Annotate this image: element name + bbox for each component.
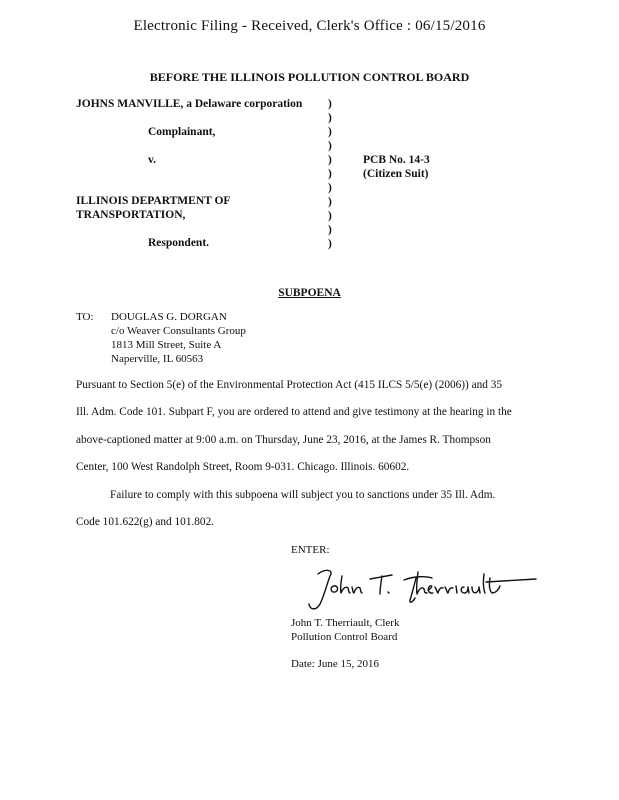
- case-type: (Citizen Suit): [363, 168, 429, 180]
- recipient-line4: Naperville, IL 60563: [111, 353, 204, 365]
- recipient-name: DOUGLAS G. DORGAN: [111, 311, 227, 323]
- filing-stamp: Electronic Filing - Received, Clerk's Office : 06/15/2016: [133, 18, 486, 34]
- signature-image: [300, 562, 550, 614]
- caption-paren: ): [328, 140, 332, 152]
- body-para1-line4: Center, 100 West Randolph Street, Room 9-031. Chicago. Illinois. 60602.: [76, 461, 410, 473]
- body-para1-line1: Pursuant to Section 5(e) of the Environmental Protection Act (415 ILCS 5/5(e) (2006)) and 35: [76, 379, 503, 391]
- caption-paren: ): [328, 210, 332, 222]
- complainant-name: JOHNS MANVILLE, a Delaware corporation: [76, 98, 303, 110]
- body-para1-line2: Ill. Adm. Code 101. Subpart F, you are ordered to attend and give testimony at the hearing in the: [76, 406, 512, 418]
- body-para2-line1: Failure to comply with this subpoena will subject you to sanctions under 35 Ill. Adm.: [110, 489, 496, 501]
- handwritten-signature-icon: [300, 562, 550, 614]
- signer-name: John T. Therriault, Clerk: [291, 617, 400, 629]
- body-para2-line2: Code 101.622(g) and 101.802.: [76, 516, 215, 528]
- caption-paren: ): [328, 238, 332, 250]
- enter-label: ENTER:: [291, 544, 330, 556]
- complainant-role: Complainant,: [148, 126, 216, 138]
- respondent-name-line2: TRANSPORTATION,: [76, 209, 186, 221]
- respondent-role: Respondent.: [148, 237, 210, 249]
- signer-org: Pollution Control Board: [291, 631, 398, 643]
- document-title: SUBPOENA: [278, 287, 341, 299]
- caption-paren: ): [328, 112, 332, 124]
- versus: v.: [148, 154, 156, 166]
- to-label: TO:: [76, 311, 94, 323]
- respondent-name-line1: ILLINOIS DEPARTMENT OF: [76, 195, 231, 207]
- body-para1-line3: above-captioned matter at 9:00 a.m. on Thursday, June 23, 2016, at the James R. Thompson: [76, 434, 491, 446]
- recipient-line3: 1813 Mill Street, Suite A: [111, 339, 222, 351]
- caption-paren: ): [328, 196, 332, 208]
- case-number: PCB No. 14-3: [363, 154, 430, 166]
- caption-paren: ): [328, 98, 332, 110]
- caption-paren: ): [328, 154, 332, 166]
- board-title: BEFORE THE ILLINOIS POLLUTION CONTROL BOARD: [149, 70, 470, 84]
- caption-paren: ): [328, 168, 332, 180]
- caption-paren: ): [328, 182, 332, 194]
- caption-paren: ): [328, 126, 332, 138]
- recipient-line2: c/o Weaver Consultants Group: [111, 325, 246, 337]
- caption-paren: ): [328, 224, 332, 236]
- signature-date: Date: June 15, 2016: [291, 658, 379, 670]
